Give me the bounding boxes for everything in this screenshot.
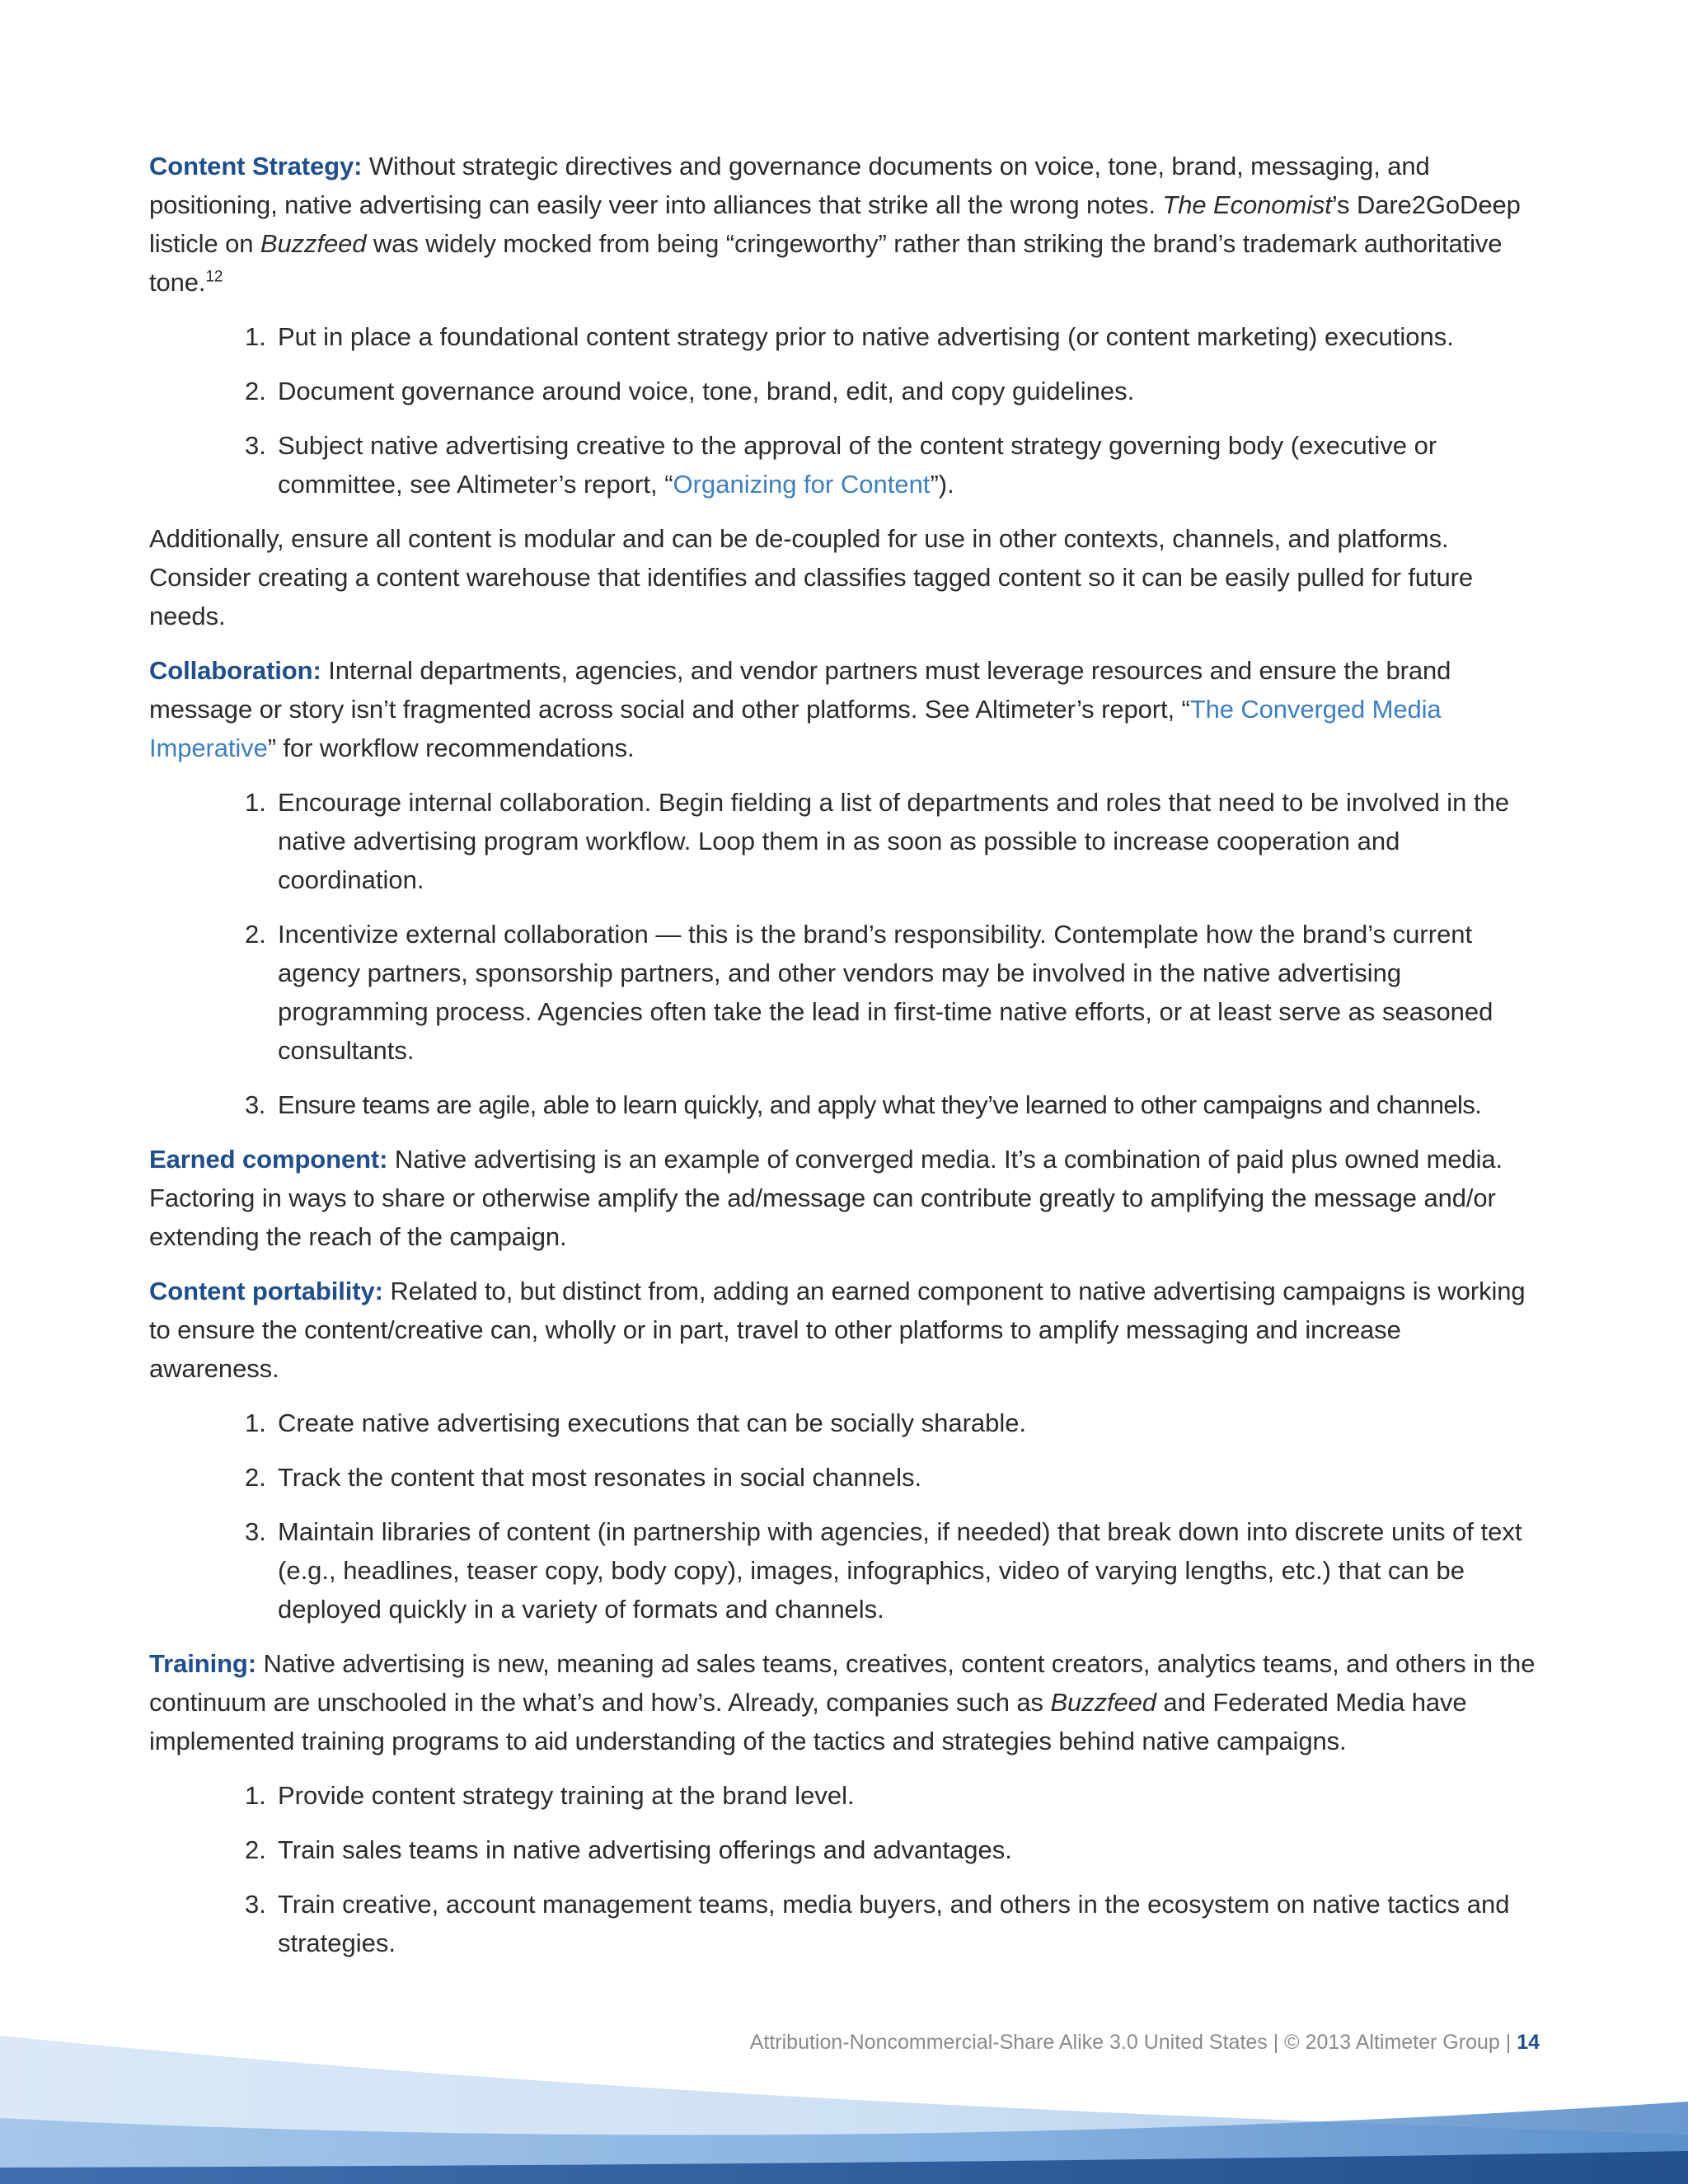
list-item-text: Provide content strategy training at the brand level. xyxy=(278,1781,855,1810)
content-portability-heading: Content portability: xyxy=(149,1277,383,1305)
list-item xyxy=(245,372,1536,410)
list-number: 3. xyxy=(245,1090,265,1119)
training-steps xyxy=(149,1776,1536,1962)
list-item-text: Ensure teams are agile, able to learn quickly, and apply what they’ve learned to other campaigns and channels. xyxy=(278,1090,1482,1119)
paragraph-text: Internal departments, agencies, and vendor partners must leverage resources and ensure the brand message or story isn’t fragmented across social and other platforms. See Altimeter’s report, “ xyxy=(149,656,1451,724)
list-item xyxy=(245,915,1536,1070)
content-strategy-paragraph xyxy=(149,147,1536,302)
list-item xyxy=(245,1404,1536,1442)
list-number: 3. xyxy=(245,1517,266,1546)
content-portability-paragraph xyxy=(149,1272,1536,1388)
converged-media-imperative-link[interactable]: The Converged Media Imperative xyxy=(149,695,1442,762)
additional-paragraph: Additionally, ensure all content is modular and can be de-coupled for use in other contexts, channels, and platforms. Consider creating a content warehouse that identifies and classifies tagged content so it can be easily pulled for future needs. xyxy=(149,524,1474,630)
list-item-text: Subject native advertising creative to the approval of the content strategy governing body (executive or committee, see Altimeter’s report, “ xyxy=(278,431,1437,499)
publication-name: Buzzfeed xyxy=(260,229,367,258)
list-item xyxy=(245,426,1536,504)
list-number: 1. xyxy=(245,788,266,817)
list-number: 3. xyxy=(245,1890,266,1919)
paragraph-text: was widely mocked from being “cringeworthy” rather than striking the brand’s trademark authoritative tone. xyxy=(149,229,1503,297)
list-item xyxy=(245,1830,1536,1869)
page-number: 14 xyxy=(1517,2031,1540,2054)
training-paragraph xyxy=(149,1644,1536,1760)
list-item-text: Train sales teams in native advertising offerings and advantages. xyxy=(278,1835,1012,1864)
footnote-marker[interactable]: 12 xyxy=(205,268,223,286)
earned-component-paragraph xyxy=(149,1140,1536,1256)
paragraph-text: ’s Dare2GoDeep listicle on xyxy=(149,190,1521,258)
license-text: Attribution-Noncommercial-Share Alike 3.0 United States | © 2013 Altimeter Group | xyxy=(749,2031,1517,2054)
list-item xyxy=(245,1458,1536,1497)
list-item-text: Maintain libraries of content (in partnership with agencies, if needed) that break down into discrete units of text (e.g., headlines, teaser copy, body copy), images, infographics, video of varying lengths, etc.) that can be deployed quickly in a variety of formats and channels. xyxy=(278,1517,1522,1624)
paragraph-text: ” for workflow recommendations. xyxy=(267,733,635,762)
paragraph-text: Without strategic directives and governance documents on voice, tone, brand, messaging, and positioning, native advertising can easily veer into alliances that strike all the wrong notes. xyxy=(149,152,1430,219)
content-portability-steps xyxy=(149,1404,1536,1629)
list-item-text: Document governance around voice, tone, brand, edit, and copy guidelines. xyxy=(278,377,1135,405)
list-item xyxy=(245,1776,1536,1815)
list-item xyxy=(245,1512,1536,1629)
list-number: 2. xyxy=(245,1835,266,1864)
paragraph-text: Related to, but distinct from, adding an earned component to native advertising campaigns is working to ensure the content/creative can, wholly or in part, travel to other platforms to amplify messaging and increase awareness. xyxy=(149,1277,1526,1383)
collaboration-paragraph xyxy=(149,651,1536,767)
list-item xyxy=(245,783,1536,899)
document-page xyxy=(149,147,1536,1978)
list-number: 2. xyxy=(245,1463,266,1492)
list-item-text: Encourage internal collaboration. Begin fielding a list of departments and roles that need to be involved in the native advertising program workflow. Loop them in as soon as possible to increase cooperation and coordination. xyxy=(278,788,1510,894)
list-item-text: ”). xyxy=(930,470,954,499)
list-item-text: Create native advertising executions that can be socially sharable. xyxy=(278,1408,1027,1437)
list-number: 2. xyxy=(245,377,266,405)
list-item-text: Incentivize external collaboration — this is the brand’s responsibility. Contemplate how the brand’s current agency partners, sponsorship partners, and other vendors may be involved in the native advertising programming process. Agencies often take the lead in first-time native efforts, or at least serve as seasoned consultants. xyxy=(278,920,1493,1065)
footer-swoosh-decoration xyxy=(0,2019,1688,2184)
list-number: 3. xyxy=(245,431,266,460)
publication-name: The Economist xyxy=(1162,190,1332,219)
content-strategy-heading: Content Strategy: xyxy=(149,152,363,180)
collaboration-steps xyxy=(149,783,1536,1124)
list-item-text: Put in place a foundational content strategy prior to native advertising (or content marketing) executions. xyxy=(278,322,1454,351)
list-item xyxy=(245,317,1536,356)
content-strategy-steps xyxy=(149,317,1536,504)
list-item xyxy=(245,1085,1536,1124)
list-item xyxy=(245,1885,1536,1962)
organizing-for-content-link[interactable]: Organizing for Content xyxy=(673,470,931,499)
paragraph-text: and Federated Media have implemented training programs to aid understanding of the tactics and strategies behind native campaigns. xyxy=(149,1688,1467,1755)
list-number: 1. xyxy=(245,1781,266,1810)
collaboration-heading: Collaboration: xyxy=(149,656,321,685)
list-item-text: Train creative, account management teams, media buyers, and others in the ecosystem on native tactics and strategies. xyxy=(278,1890,1510,1957)
paragraph-text: Native advertising is new, meaning ad sales teams, creatives, content creators, analytics teams, and others in the continuum are unschooled in the what’s and how’s. Already, companies such as xyxy=(149,1649,1536,1717)
list-number: 2. xyxy=(245,920,266,949)
training-heading: Training: xyxy=(149,1649,256,1678)
publication-name: Buzzfeed xyxy=(1050,1688,1156,1717)
earned-component-heading: Earned component: xyxy=(149,1145,388,1174)
list-item-text: Track the content that most resonates in social channels. xyxy=(278,1463,922,1492)
paragraph-text: Native advertising is an example of converged media. It’s a combination of paid plus owned media. Factoring in ways to share or otherwise amplify the ad/message can contribute greatly to amplifying the message and/or extending the reach of the campaign. xyxy=(149,1145,1503,1251)
list-number: 1. xyxy=(245,322,266,351)
list-number: 1. xyxy=(245,1408,266,1437)
